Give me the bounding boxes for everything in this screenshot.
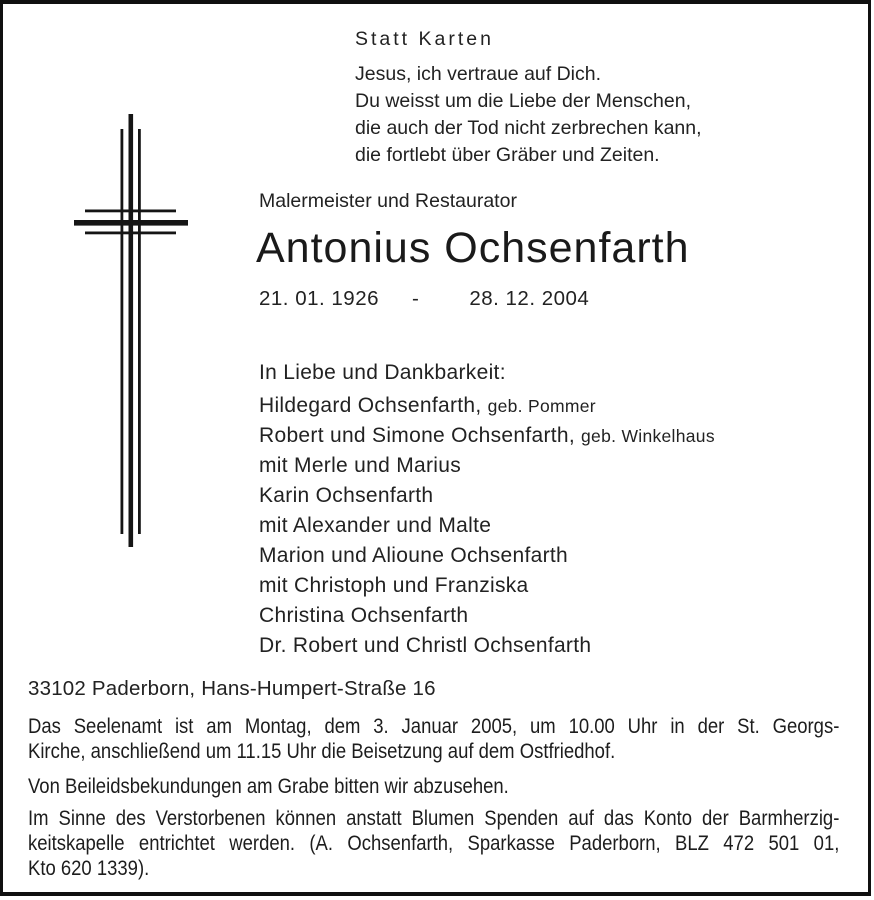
donation-note bbox=[28, 806, 839, 881]
member-name: Christina Ochsenfarth bbox=[259, 604, 469, 627]
quote-line: die auch der Tod nicht zerbrechen kann, bbox=[355, 117, 702, 139]
donation-line: Im Sinne des Verstorbenen können anstatt Blumen Spenden auf das Konto der Barmherzig- bbox=[28, 807, 840, 830]
member-name: Hildegard Ochsenfarth, bbox=[259, 394, 482, 417]
family-member-row bbox=[259, 571, 715, 601]
cross-icon bbox=[70, 110, 194, 554]
family-list bbox=[259, 391, 715, 661]
footer-paragraphs bbox=[28, 714, 839, 881]
donation-line: Kto 620 1339). bbox=[28, 857, 150, 880]
quote-line: Du weisst um die Liebe der Menschen, bbox=[355, 90, 692, 112]
quote-line: die fortlebt über Gräber und Zeiten. bbox=[355, 144, 660, 166]
member-name: mit Christoph und Franziska bbox=[259, 574, 529, 597]
family-member-row bbox=[259, 601, 715, 631]
memorial-quote bbox=[355, 61, 702, 169]
birth-date: 21. 01. 1926 bbox=[259, 287, 379, 310]
address-line: 33102 Paderborn, Hans-Humpert-Straße 16 bbox=[28, 677, 436, 700]
life-dates bbox=[259, 287, 589, 311]
condolence-note bbox=[28, 774, 839, 799]
family-member-row bbox=[259, 631, 715, 661]
deceased-name: Antonius Ochsenfarth bbox=[256, 224, 690, 272]
family-member-row bbox=[259, 421, 715, 451]
family-member-row bbox=[259, 481, 715, 511]
family-member-row bbox=[259, 391, 715, 421]
member-name: Karin Ochsenfarth bbox=[259, 484, 434, 507]
family-member-row bbox=[259, 451, 715, 481]
donation-line: keitskapelle entrichtet werden. (A. Ochsenfarth, Sparkasse Paderborn, BLZ 472 501 01, bbox=[28, 832, 840, 855]
profession-label: Malermeister und Restaurator bbox=[259, 190, 517, 212]
family-member-row bbox=[259, 511, 715, 541]
service-info-line: Das Seelenamt ist am Montag, dem 3. Januar 2005, um 10.00 Uhr in der St. Georgs- bbox=[28, 715, 840, 738]
service-info-paragraph bbox=[28, 714, 839, 764]
member-name: mit Merle und Marius bbox=[259, 454, 462, 477]
statt-karten-heading: Statt Karten bbox=[355, 28, 494, 50]
date-separator: - bbox=[412, 287, 420, 310]
quote-line: Jesus, ich vertraue auf Dich. bbox=[355, 63, 602, 85]
member-maiden-name: geb. Winkelhaus bbox=[581, 426, 715, 446]
member-maiden-name: geb. Pommer bbox=[487, 396, 596, 416]
dedication-intro: In Liebe und Dankbarkeit: bbox=[259, 361, 506, 384]
member-name: Dr. Robert und Christl Ochsenfarth bbox=[259, 634, 592, 657]
service-info-line: Kirche, anschließend um 11.15 Uhr die Beisetzung auf dem Ostfriedhof. bbox=[28, 740, 616, 763]
member-name: Robert und Simone Ochsenfarth, bbox=[259, 424, 576, 447]
member-name: Marion und Alioune Ochsenfarth bbox=[259, 544, 569, 567]
member-name: mit Alexander und Malte bbox=[259, 514, 492, 537]
family-member-row bbox=[259, 541, 715, 571]
death-date: 28. 12. 2004 bbox=[469, 287, 590, 310]
condolence-line: Von Beileidsbekundungen am Grabe bitten wir abzusehen. bbox=[28, 775, 509, 798]
